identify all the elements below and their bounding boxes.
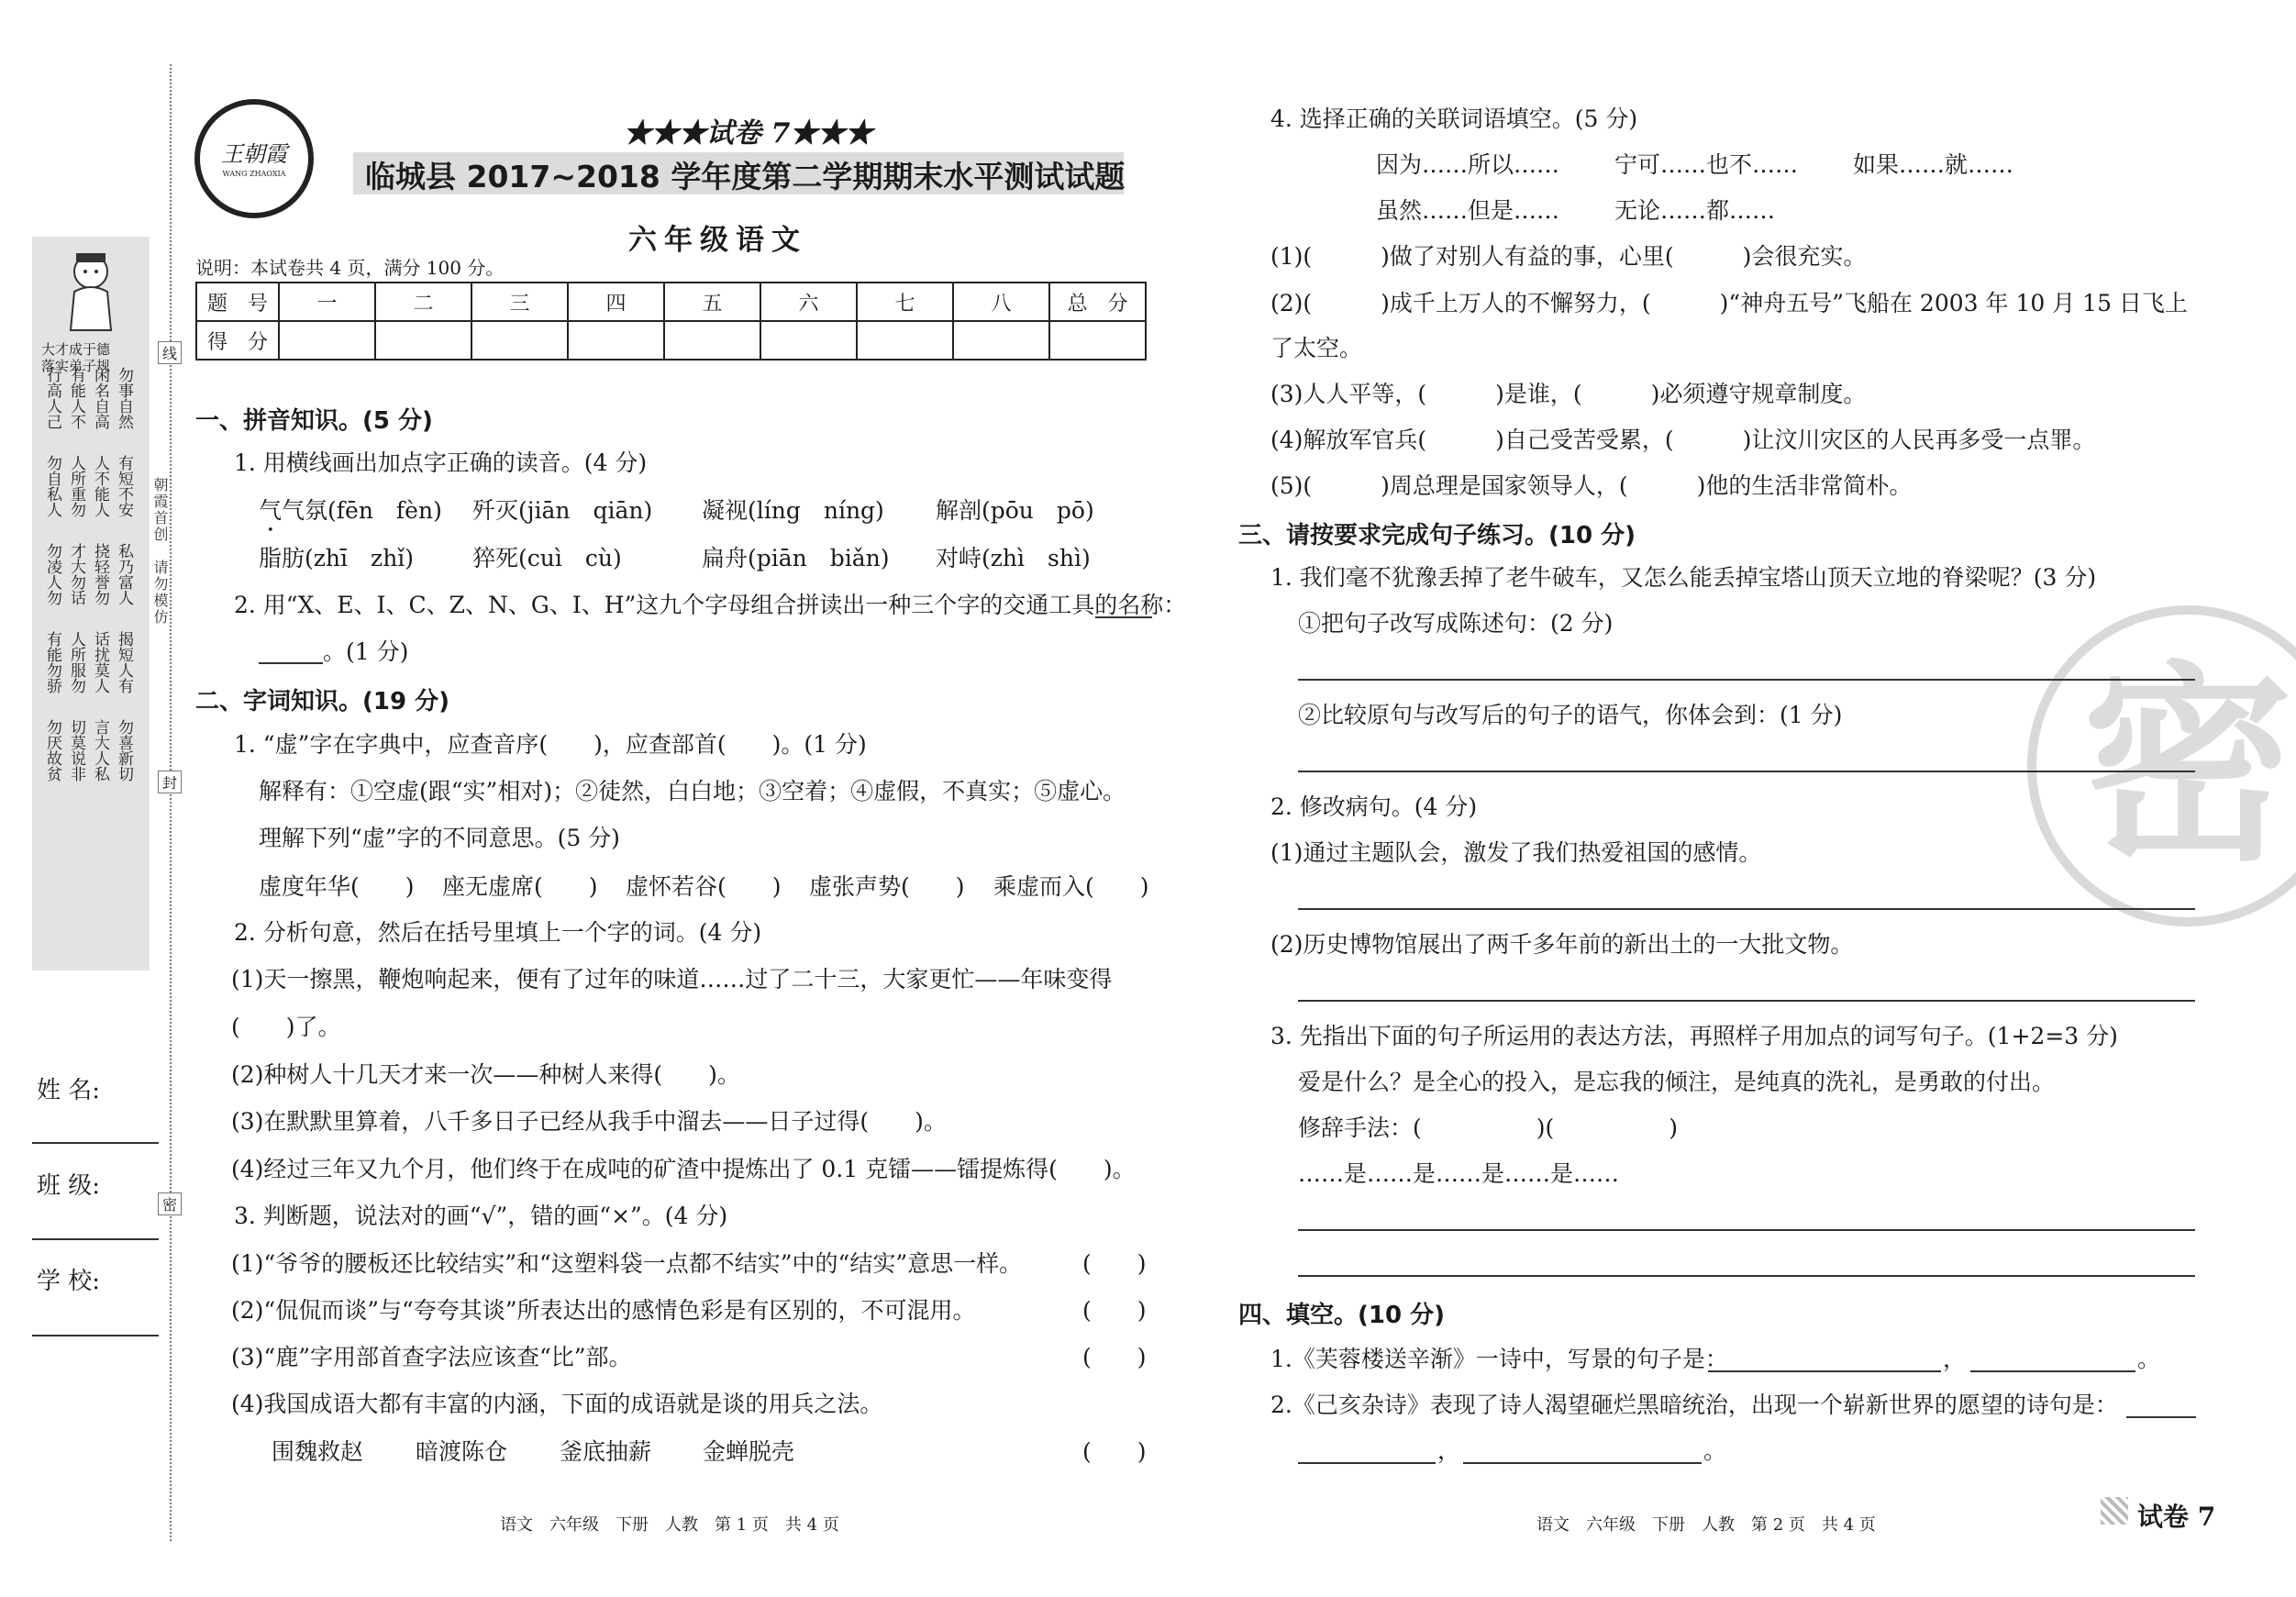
answer-line[interactable] [1463,1462,1702,1464]
score-input-row [196,321,1146,360]
motto-column: 勿事自然 [115,367,133,429]
motto-column: 有短不安 [115,455,133,517]
score-header-cell: 五 [664,283,760,321]
answer-line[interactable] [1298,1462,1436,1464]
conjunction-word: 虽然……但是…… [1376,197,1560,224]
paper-tag: 试卷 7 [2137,1502,2216,1532]
motto-column: 才大勿话 [67,543,85,605]
judge-idiom: 釜底抽薪 [560,1438,652,1465]
left-strip [32,237,150,970]
school-label: 学 校: [37,1268,101,1295]
s3-q1: 1. 我们毫不犹豫丢掉了老牛破车，又怎么能丢掉宝塔山顶天立地的脊梁呢？(3 分) [1270,564,2097,591]
motto-column: 话扰莫人 [91,631,109,693]
score-row-label: 得 分 [196,321,279,360]
s1-q2-tail: 。(1 分) [323,638,409,665]
motto-column: 人所重勿 [67,455,85,517]
q4-item: (2)( )成千上万人的不懈努力，( )“神舟五号”飞船在 2003 年 10 月 15 日飞上 [1270,290,2188,316]
pinyin-item: 对峙(zhì shì) [936,545,1091,571]
s3-q1a: ①把句子改写成陈述句：(2 分) [1298,610,1614,637]
q4-item: (1)( )做了对别人有益的事，心里( )会很充实。 [1270,243,1867,270]
score-table [195,282,1147,360]
period: 。 [2137,1346,2161,1372]
answer-line[interactable] [1298,908,2195,910]
side-note: 朝霞首创 请勿模仿 [151,477,169,626]
s3-q3-pattern: ……是……是……是……是…… [1298,1160,1620,1187]
s2-q3: 3. 判断题，说法对的画“√”，错的画“×”。(4 分) [234,1203,728,1229]
answer-line[interactable] [1298,1229,2195,1231]
cut-line [170,64,172,1541]
s3-q1b: ②比较原句与改写后的句子的语气，你体会到：(1 分) [1298,702,1843,728]
motto-column: 私乃富人 [115,543,133,605]
motto-column: 闲名自高 [91,367,109,429]
motto-column: 行高人己 [43,367,61,429]
s4-q1: 1.《芙蓉楼送辛渐》一诗中，写景的句子是： [1270,1346,1728,1372]
section-2-heading: 二、字词知识。(19 分) [195,688,449,715]
judge-idiom: 围魏救赵 [272,1438,364,1465]
answer-line[interactable] [1298,679,2195,681]
period: 。 [1703,1437,1727,1464]
cartoon-scholar-icon [63,246,118,338]
motto-column: 切莫说非 [67,719,85,782]
s3-q2: 2. 修改病句。(4 分) [1270,793,1478,820]
score-header-cell: 总 分 [1049,283,1146,321]
motto-column: 勿厌故贫 [43,719,61,782]
score-header-row [196,283,1146,321]
cut-label-feng: 封 [158,771,182,793]
s1-q1: 1. 用横线画出加点字正确的读音。(4 分) [234,449,648,476]
motto-column: 人不能人 [91,455,109,517]
s1-q2-answer-line-2[interactable] [259,662,323,664]
comma: ， [1943,1346,1967,1372]
score-header-cell: 八 [953,283,1049,321]
score-cell[interactable] [279,321,375,360]
pinyin-item: 解剖(pōu pō) [936,497,1094,524]
brand-logo-en: WANG ZHAOXIA [222,170,286,178]
name-label: 姓 名: [37,1077,101,1104]
idiom-item: 虚度年华( ) [259,873,415,900]
judge-item: (1)“爷爷的腰板还比较结实”和“这塑料袋一点都不结实”中的“结实”意思一样。 [231,1250,1023,1277]
s1-q2: 2. 用“X、E、I、C、Z、N、G、I、H”这九个字母组合拼读出一种三个字的交通工具的名称： [234,592,1187,618]
pinyin-item: 猝死(cuì cù) [472,545,622,571]
conjunction-word: 宁可……也不…… [1614,151,1799,178]
class-label: 班 级: [37,1172,101,1200]
paper-title: 临城县 2017~2018 学年度第二学期期末水平测试试题 [365,159,1126,194]
score-header-cell: 六 [760,283,857,321]
idiom-item: 虚张声势( ) [809,873,965,900]
conjunction-word: 如果……就…… [1853,151,2014,178]
cut-label-mi: 密 [158,1192,182,1215]
answer-line[interactable] [1298,1000,2195,1002]
s2-q2-1: (1)天一擦黑，鞭炮响起来，便有了过年的味道……过了二十三，大家更忙——年味变得 [231,966,1113,993]
pinyin-item: 气气氛(fēn fèn) [259,497,442,524]
pinyin-item: 凝视(líng níng) [702,497,884,524]
brand-logo-text: 王朝霞 [221,141,287,167]
page1-footer: 语文 六年级 下册 人教 第 1 页 共 4 页 [500,1515,839,1535]
answer-line[interactable] [1970,1370,2135,1372]
motto-column: 言大人私 [91,719,109,782]
conjunction-word: 因为……所以…… [1376,151,1560,178]
subject-title: 六年级语文 [628,224,807,257]
s2-q2-3: (3)在默默里算着，八千多日子已经从我手中溜去——日子过得( )。 [231,1108,947,1135]
conjunction-word: 无论……都…… [1614,197,1776,224]
judge-bracket[interactable]: ( ) [1082,1250,1147,1277]
s3-q3-method: 修辞手法：( )( ) [1298,1115,1679,1141]
score-cell[interactable] [375,321,471,360]
class-field[interactable] [32,1238,159,1240]
motto-column: 有能勿骄 [43,631,61,693]
pinyin-item: 歼灭(jiān qiān) [472,497,653,524]
q4-item: (4)解放军官兵( )自己受苦受累，( )让汶川灾区的人民再多受一点罪。 [1270,427,2096,453]
judge-idiom: 金蝉脱壳 [703,1438,795,1465]
answer-line[interactable] [2126,1416,2196,1418]
s2-q2: 2. 分析句意，然后在括号里填上一个字的词。(4 分) [234,919,762,946]
s2-q1-ask: 理解下列“虚”字的不同意思。(5 分) [259,825,620,851]
section-4-heading: 四、填空。(10 分) [1238,1302,1445,1329]
judge-item: (3)“鹿”字用部首查字法应该查“比”部。 [231,1344,632,1370]
s2-q2-2: (2)种树人十几天才来一次——种树人来得( )。 [231,1061,740,1088]
score-cell[interactable] [953,321,1049,360]
p2-q4: 4. 选择正确的关联词语填空。(5 分) [1270,105,1638,132]
motto-column: 勿凌人勿 [43,543,61,605]
s2-q2-4: (4)经过三年又九个月，他们终于在成吨的矿渣中提炼出了 0.1 克镭——镭提炼得( )。 [231,1156,1136,1182]
score-header-cell: 四 [568,283,664,321]
comma: ， [1437,1437,1461,1464]
judge-bracket[interactable]: ( ) [1082,1438,1147,1465]
corner-band [2101,1497,2128,1525]
s2-q2-1b: ( )了。 [231,1014,341,1040]
paper-series: ★★★试卷 7★★★ [624,117,873,150]
section-1-heading: 一、拼音知识。(5 分) [195,407,433,435]
score-header-cell: 二 [375,283,471,321]
name-field[interactable] [32,1142,159,1144]
motto-column: 勿喜新切 [115,719,133,782]
page2-footer: 语文 六年级 下册 人教 第 2 页 共 4 页 [1536,1515,1876,1535]
s3-q3: 3. 先指出下面的句子所运用的表达方法，再照样子用加点的词写句子。(1+2=3 分) [1270,1023,2118,1049]
motto-column: 人所服勿 [67,631,85,693]
motto-column: 揭短人有 [115,631,133,693]
judge-bracket[interactable]: ( ) [1082,1344,1147,1370]
judge-item: (4)我国成语大都有丰富的内涵，下面的成语就是谈的用兵之法。 [231,1391,883,1417]
score-cell[interactable] [568,321,664,360]
s2-q1: 1. “虚”字在字典中，应查音序( )，应查部首( )。(1 分) [234,731,867,758]
slogan-line-1: 大才成于德 [41,341,111,358]
judge-idiom: 暗渡陈仓 [416,1438,508,1465]
score-cell[interactable] [1049,321,1146,360]
score-header-cell: 一 [279,283,375,321]
score-header-cell: 七 [857,283,953,321]
section-3-heading: 三、请按要求完成句子练习。(10 分) [1238,522,1636,549]
cut-label-xian: 线 [158,341,182,364]
s3-q2a: (1)通过主题队会，激发了我们热爱祖国的感情。 [1270,839,1762,866]
score-cell[interactable] [760,321,857,360]
answer-line[interactable] [1708,1370,1941,1372]
motto-column: 有能人不 [67,367,85,429]
s2-q1-explain: 解释有：①空虚(跟“实”相对)；②徒然，白白地；③空着；④虚假，不真实；⑤虚心。 [259,778,1126,804]
pinyin-item: 脂肪(zhī zhǐ) [259,545,415,571]
idiom-item: 乘虚而入( ) [993,873,1149,900]
s3-q2b: (2)历史博物馆展出了两千多年前的新出土的一大批文物。 [1270,931,1854,958]
s3-q3-example: 爱是什么？是全心的投入，是忘我的倾注，是纯真的洗礼，是勇敢的付出。 [1298,1069,2056,1095]
score-cell[interactable] [471,321,568,360]
q4-item: (3)人人平等，( )是谁，( )必须遵守规章制度。 [1270,381,1867,407]
score-header-cell: 题 号 [196,283,279,321]
judge-item: (2)“侃侃而谈”与“夸夸其谈”所表达出的感情色彩是有区别的，不可混用。 [231,1297,976,1324]
score-cell[interactable] [664,321,760,360]
score-header-cell: 三 [471,283,568,321]
score-cell[interactable] [857,321,953,360]
school-field[interactable] [32,1335,159,1336]
s4-q2: 2.《己亥杂诗》表现了诗人渴望砸烂黑暗统治，出现一个崭新世界的愿望的诗句是： [1270,1392,2118,1418]
q4-item: (5)( )周总理是国家领导人，( )他的生活非常简朴。 [1270,472,1913,499]
answer-line[interactable] [1298,771,2195,772]
brand-logo [194,99,314,218]
confidential-stamp: 密 [2027,605,2296,926]
idiom-item: 虚怀若谷( ) [626,873,782,900]
answer-line[interactable] [1298,1275,2195,1277]
motto-column: 挠轻誉勿 [91,543,109,605]
slogan-line-2: 落实弟子规 [41,358,111,374]
s1-q2-answer-line[interactable] [1095,616,1152,618]
judge-bracket[interactable]: ( ) [1082,1297,1147,1324]
pinyin-item: 扁舟(piān biǎn) [702,545,890,571]
exam-note: 说明：本试卷共 4 页，满分 100 分。 [195,257,505,279]
motto-column: 勿自私人 [43,455,61,517]
q4-item: 了太空。 [1270,335,1363,361]
idiom-item: 座无虚席( ) [442,873,598,900]
